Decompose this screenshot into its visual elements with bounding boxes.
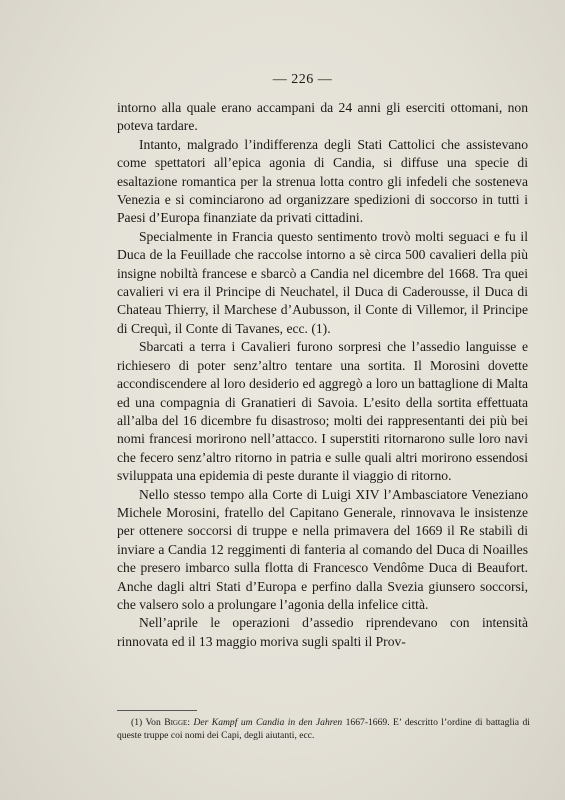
body-text [117, 99, 528, 651]
paragraph: Specialmente in Francia questo sentimento trovò molti seguaci e fu il Duca de la Feuillade che raccolse intorno a sè circa 500 cavalieri della più insigne nobiltà francese e sbarcò a Candia nel dicembre del 1668. Tra quei cavalieri vi era il Principe di Neuchatel, il Duca di Caderousse, il Duca di Chateau Thierry, il Marchese d’Aubusson, il Conte di Villemor, il Principe di Crequì, il Conte di Tavanes, ecc. (1). [117, 228, 528, 336]
footnote-author: Bigge [164, 717, 188, 728]
page-number: — 226 — [272, 72, 333, 87]
footnote-text: 1667-1669. E’ descritto l’ordine di battaglia di queste truppe coi nomi dei Capi, degli aiutanti, ecc. [117, 717, 530, 741]
footnote [117, 716, 530, 742]
paragraph: Intanto, malgrado l’indifferenza degli Stati Cattolici che assistevano come spettatori all’epica agonia di Candia, si diffuse una specie di esaltazione romantica per la strenua lotta contro gli infedeli che sosteneva Venezia e si cominciarono ad organizzare spedizioni di soccorso in tutti i Paesi d’Europa finanziate da privati cittadini. [117, 136, 528, 226]
paragraph: intorno alla quale erano accampani da 24 anni gli eserciti ottomani, non poteva tardare. [117, 100, 528, 134]
paragraph: Nello stesso tempo alla Corte di Luigi XIV l’Ambasciatore Veneziano Michele Morosini, fratello del Capitano Generale, rinnovava le insistenze per ottenere soccorsi di truppe e nella primavera del 1669 il Re stabilì di inviare a Candia 12 reggimenti di fanteria al comando del Duca di Noailles che presero imbarco sulla flotta di Francesco Vendôme Duca di Beaufort. Anche dagli altri Stati d’Europa e perfino dalla Svezia giunsero soccorsi, che valsero solo a prolungare l’agonia della infelice città. [117, 486, 528, 612]
paragraph: Nell’aprile le operazioni d’assedio riprendevano con intensità rinnovata ed il 13 maggio moriva sugli spalti il Prov- [117, 615, 528, 649]
footnote-title: Der Kampf um Candia in den Jahren [193, 717, 343, 728]
footnote-separator: : [187, 717, 194, 728]
footnote-marker: (1) Von [131, 717, 165, 728]
footnote-divider [117, 710, 197, 711]
paragraph: Sbarcati a terra i Cavalieri furono sorpresi che l’assedio languisse e richiesero di poter senz’altro tentare una sortita. Il Morosini dovette accondiscendere al loro desiderio ed aggregò a loro un battaglione di Malta ed una compagnia di Granatieri di Savoia. L’esito della sortita effettuata all’alba del 16 dicembre fu disastroso; molti dei rappresentanti dei più bei nomi francesi morirono nell’attacco. I superstiti ritornarono sulle loro navi che fecero senz’altro ritorno in patria e sulle quali altri morirono essendosi sviluppata una epidemia di peste durante il viaggio di ritorno. [117, 339, 528, 484]
